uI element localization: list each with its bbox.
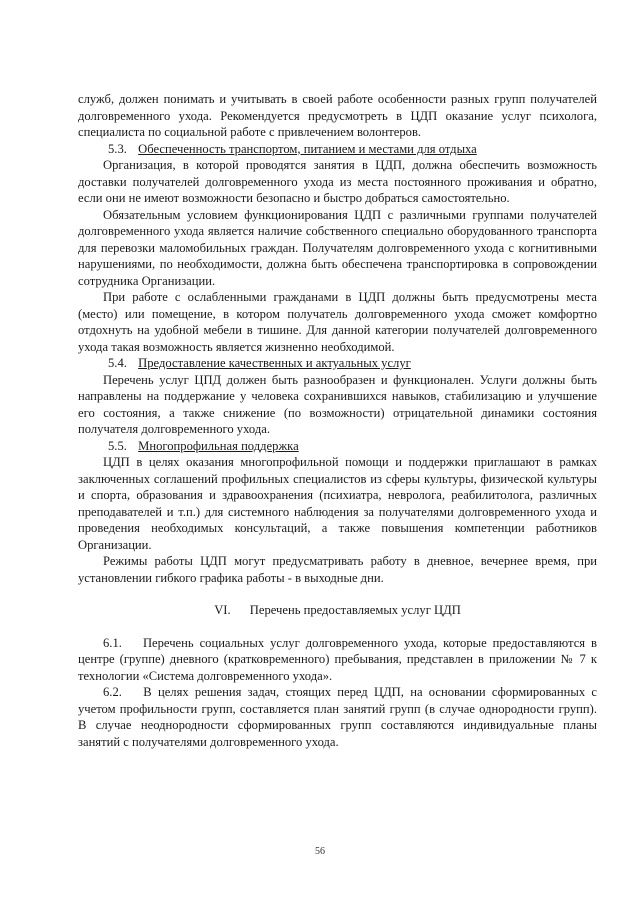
- paragraph-5-3-1: Организация, в которой проводятся занятия в ЦДП, должна обеспечить возможность доставки получателей долговременного ухода из места постоянного проживания и обратно, если они не имеют возможности безопасно и быстро добраться самостоятельно.: [78, 158, 597, 205]
- paragraph-5-5-2: Режимы работы ЦДП могут предусматривать работу в дневное, вечернее время, при установлении гибкого графика работы - в выходные дни.: [78, 554, 597, 585]
- heading-5-4: [78, 355, 597, 372]
- paragraph-5-4-1: Перечень услуг ЦПД должен быть разнообразен и функционален. Услуги должны быть направлены на поддержание у человека сохранившихся навыков, стабилизацию и улучшение его состояния, а также снижение (по возможности) отрицательной динамики состояния получателя долговременного ухода.: [78, 372, 597, 436]
- continuation-paragraph: служб, должен понимать и учитывать в своей работе особенности разных групп получателей долговременного ухода. Рекомендуется предусмотреть в ЦДП оказание услуг психолога, специалиста по социальной работе с привлечением волонтеров.: [78, 92, 597, 139]
- paragraph-5-3-2: Обязательным условием функционирования ЦДП с различными группами получателей долговременного ухода является наличие собственного специально оборудованного транспорта для перевозки маломобильных граждан. Получателям долговременного ухода с когнитивными нарушениями, по необходимости, должна быть обеспечена транспортировка в сопровождении сотрудника Организации.: [78, 207, 597, 288]
- paragraph-5-5-1: ЦДП в целях оказания многопрофильной помощи и поддержки приглашают в рамках заключенных соглашений профильных специалистов из сферы культуры, физической культуры и спорта, образования и здравоохранения (психиатра, невролога, реабилитолога, различных преподавателей и т.п.) для системного наблюдения за получателями долговременного ухода и проведения необходимых консультаций, а также повышения компетенции работников Организации.: [78, 455, 597, 552]
- heading-5-3-title: Обеспеченность транспортом, питанием и местами для отдыха: [138, 141, 477, 156]
- section-6-title: Перечень предоставляемых услуг ЦДП: [249, 603, 461, 617]
- heading-5-3-number: 5.3.: [108, 141, 127, 156]
- item-6-1-text: Перечень социальных услуг долговременного ухода, которые предоставляются в центре (группе) дневного (кратковременного) пребывания, представлен в приложении № 7 к технологии «Система долговременного ухода».: [78, 635, 597, 683]
- item-6-1-number: 6.1.: [103, 635, 122, 650]
- item-6-1: [78, 635, 597, 685]
- heading-5-3: [78, 141, 597, 158]
- document-page: [78, 91, 597, 750]
- heading-5-5: [78, 438, 597, 455]
- section-6-number: VI.: [214, 603, 231, 617]
- heading-5-4-title: Предоставление качественных и актуальных услуг: [138, 356, 411, 370]
- item-6-2: [78, 684, 597, 750]
- heading-5-4-number: 5.4.: [108, 356, 127, 370]
- heading-5-5-number: 5.5.: [108, 438, 127, 453]
- heading-5-5-title: Многопрофильная поддержка: [138, 438, 299, 453]
- section-6-heading: [78, 602, 597, 619]
- item-6-2-number: 6.2.: [103, 685, 122, 699]
- item-6-2-text: В целях решения задач, стоящих перед ЦДП, на основании сформированных с учетом профильности групп, составляется план занятий групп (в случае однородности групп). В случае неоднородности сформированных групп составляются индивидуальные планы занятий с получателями долговременного ухода.: [78, 685, 597, 749]
- paragraph-5-3-3: При работе с ослабленными гражданами в ЦДП должны быть предусмотрены места (место) или помещение, в котором получатель долговременного ухода сможет комфортно отдохнуть на удобной мебели в тишине. Для данной категории получателей долговременного ухода такая возможность является жизненно необходимой.: [78, 290, 597, 354]
- page-number: 56: [315, 846, 325, 857]
